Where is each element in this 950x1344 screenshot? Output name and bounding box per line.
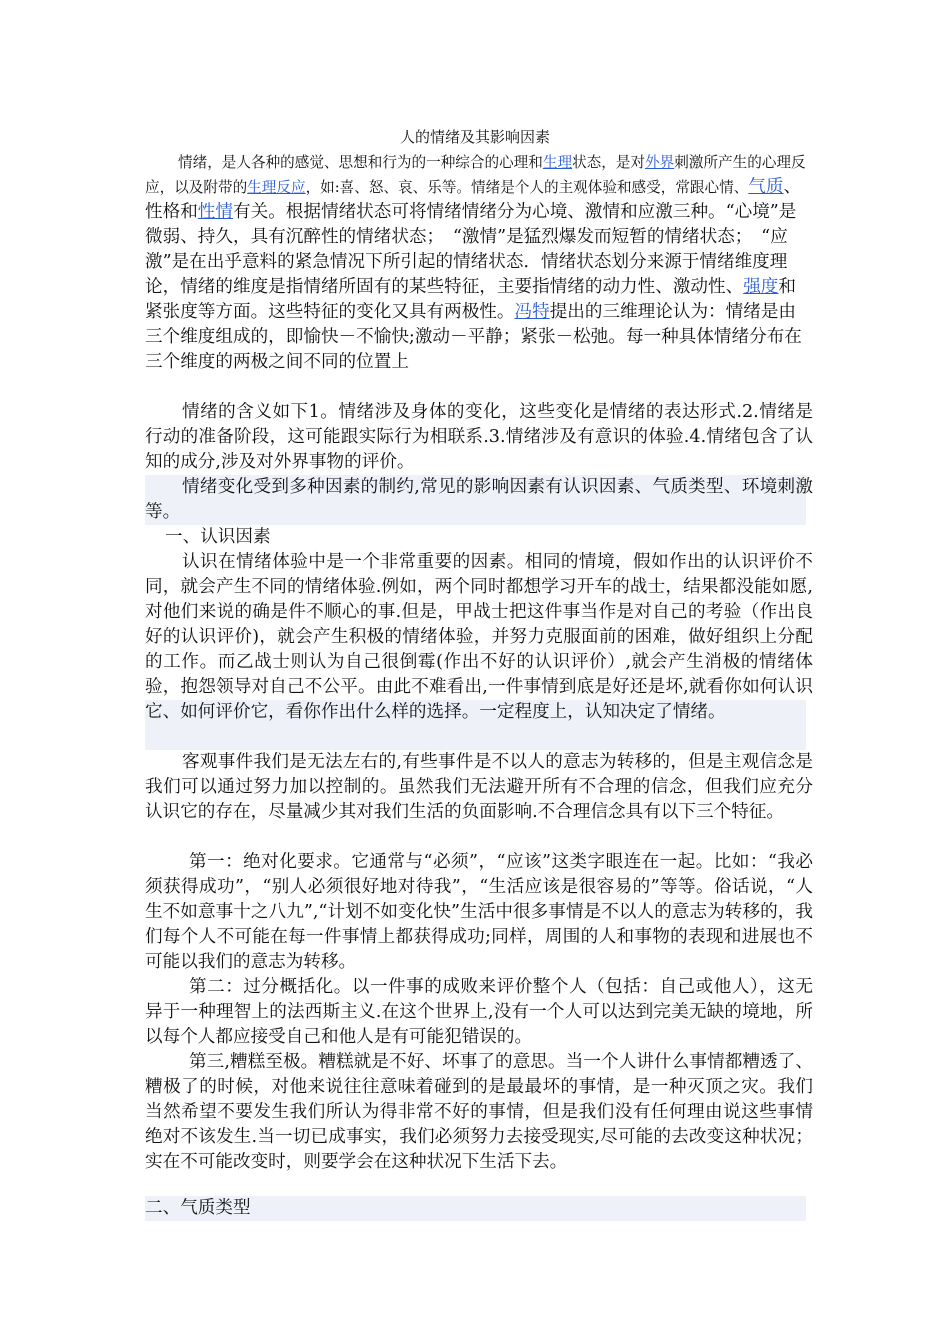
intro-text: 和紧张度等方面。这些特征的变化又具有两极性。 — [145, 277, 797, 322]
intro-text: 、性格和 — [145, 177, 802, 222]
intro-text: 状态，是对 — [572, 154, 646, 171]
factors-paragraph: 情绪变化受到多种因素的制约,常见的影响因素有认识因素、气质类型、环境刺激等。 — [145, 477, 813, 522]
first-feature-paragraph: 第一：绝对化要求。它通常与“必须”，“应该”这类字眼连在一起。比如：“我必须获得成功”，“别人必须很好地对待我”，“生活应该是很容易的”等等。俗话说，“人生不如意事十之八九”,“计划不如变化快”生活中很多事情是不以人的意志为转移的，我们每个人不可能在每一件事情上都获得成功;同样，周围的人和事物的表现和进展也不可能以我们的意志为转移。 — [145, 852, 813, 972]
section-heading-cognition: 一、认识因素 — [165, 527, 271, 547]
link-personality[interactable]: 性情 — [197, 202, 233, 222]
link-physiology[interactable]: 生理 — [542, 154, 573, 171]
document-title: 人的情绪及其影响因素 — [399, 128, 550, 146]
intro-text: 提出的三维理论认为：情绪是由三个维度组成的，即愉快－不愉快;激动－平静；紧张－松弛。每一种具体情绪分布在三个维度的两极之间不同的位置上 — [145, 302, 802, 372]
intro-text: 刺激所产生的心理反应，以及附带的 — [145, 154, 806, 196]
second-feature-paragraph: 第二：过分概括化。以一件事的成败来评价整个人（包括：自己或他人），这无异于一种理智上的法西斯主义.在这个世界上,没有一个人可以达到完美无缺的境地，所以每个人都应接受自己和他人是有可能犯错误的。 — [145, 977, 813, 1047]
link-physio-reaction[interactable]: 生理反应 — [247, 179, 306, 196]
section-heading-temperament: 二、气质类型 — [145, 1198, 251, 1218]
objective-paragraph: 客观事件我们是无法左右的,有些事件是不以人的意志为转移的，但是主观信念是我们可以通过努力加以控制的。虽然我们无法避开所有不合理的信念，但我们应充分认识它的存在，尽量减少其对我们生活的负面影响.不合理信念具有以下三个特征。 — [145, 752, 813, 822]
meaning-paragraph: 情绪的含义如下1。情绪涉及身体的变化，这些变化是情绪的表达形式.2.情绪是行动的准备阶段，这可能跟实际行为相联系.3.情绪涉及有意识的体验.4.情绪包含了认知的成分,涉及对外界事物的评价。 — [145, 402, 813, 472]
link-intensity[interactable]: 强度 — [743, 277, 779, 297]
link-temperament[interactable]: 气质 — [748, 177, 784, 197]
intro-paragraph — [145, 150, 813, 375]
intro-text: 情绪，是人各种的感觉、思想和行为的一种综合的心理和 — [178, 154, 543, 171]
link-outside[interactable]: 外界 — [645, 154, 675, 171]
cognition-paragraph: 认识在情绪体验中是一个非常重要的因素。相同的情境，假如作出的认识评价不同，就会产生不同的情绪体验.例如，两个同时都想学习开车的战士，结果都没能如愿,对他们来说的确是件不顺心的事.但是，甲战士把这件事当作是对自己的考验（作出良好的认识评价)，就会产生积极的情绪体验，并努力克服面前的困难，做好组织上分配的工作。而乙战士则认为自己很倒霉(作出不好的认识评价）,就会产生消极的情绪体验，抱怨领导对自己不公平。由此不难看出,一件事情到底是好还是坏,就看你如何认识它、如何评价它，看你作出什么样的选择。一定程度上，认知决定了情绪。 — [145, 552, 813, 722]
intro-text: ，如:喜、怒、哀、乐等。情绪是个人的主观体验和感受，常跟心情、 — [305, 179, 749, 196]
third-feature-paragraph: 第三,糟糕至极。糟糕就是不好、坏事了的意思。当一个人讲什么事情都糟透了、糟极了的时候，对他来说往往意味着碰到的是最最坏的事情，是一种灭顶之灾。我们当然希望不要发生我们所认为得非常不好的事情，但是我们没有任何理由说这些事情绝对不该发生.当一切已成事实，我们必须努力去接受现实,尽可能的去改变这种状况；实在不可能改变时，则要学会在这种状况下生活下去。 — [145, 1052, 813, 1172]
link-wundt[interactable]: 冯特 — [514, 302, 550, 322]
intro-text: 有关。根据情绪状态可将情绪情绪分为心境、激情和应激三种。“心境”是微弱、持久，具有沉醉性的情绪状态； “激情”是猛烈爆发而短暂的情绪状态； “应激”是在出乎意料的紧急情况下所引起的情绪状态．情绪状态划分来源于情绪维度理论，情绪的维度是指情绪所固有的某些特征，主要指情绪的动力性、激动性、 — [145, 202, 797, 297]
